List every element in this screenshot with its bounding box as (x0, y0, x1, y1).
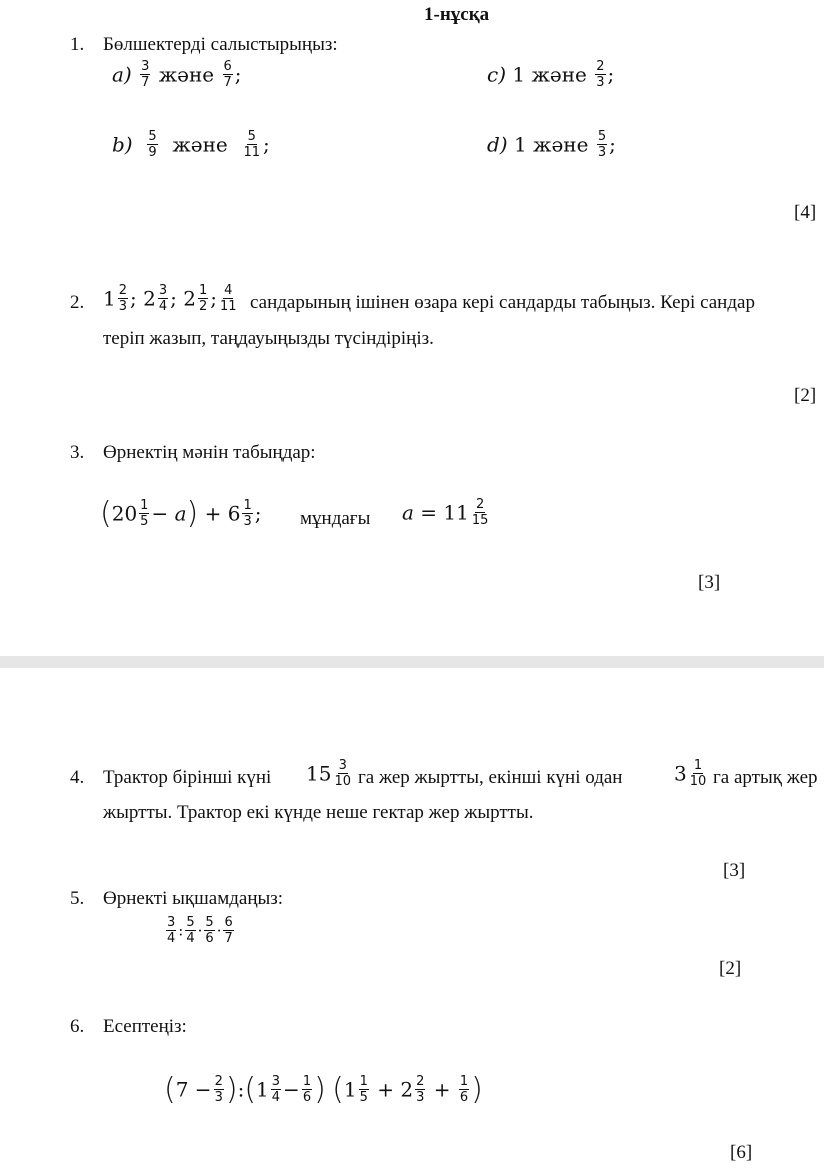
fraction (219, 284, 238, 313)
q1-item-a (112, 60, 242, 89)
numerator: 3 (338, 758, 347, 773)
paren-open: ( (244, 1072, 257, 1107)
q1-c-label: c) (487, 62, 507, 87)
q3-condition (402, 498, 491, 527)
numerator: 1 (140, 498, 149, 513)
denominator: 11 (220, 299, 237, 314)
numerator: 1 (243, 498, 252, 513)
denominator: 5 (140, 514, 149, 529)
question-4-number: 4. (70, 767, 85, 788)
denominator: 6 (302, 1090, 312, 1105)
minus-sign: − (151, 501, 169, 526)
operator: · (197, 921, 203, 940)
q1-c-pre: 1 және (512, 62, 587, 87)
operator: + (433, 1077, 451, 1102)
question-1-number: 1. (70, 34, 85, 55)
whole-part: 1 (103, 286, 116, 311)
denominator: 9 (148, 145, 157, 160)
denominator: 10 (334, 774, 351, 789)
numerator: 5 (205, 915, 214, 930)
denominator: 3 (214, 1090, 223, 1105)
fraction (214, 1075, 224, 1104)
fraction (166, 916, 176, 945)
q1-d-end: ; (609, 132, 616, 157)
question-2-text-line2: теріп жазып, таңдауыңызды түсіндіріңіз. (103, 328, 434, 349)
fraction (271, 1075, 281, 1104)
fraction (147, 130, 157, 159)
operator: − (283, 1077, 300, 1102)
denominator: 3 (416, 1090, 425, 1105)
fraction (471, 498, 490, 527)
q3-expression (100, 496, 261, 531)
question-6-number: 6. (70, 1016, 85, 1037)
variable: a (174, 501, 187, 526)
q1-item-c (487, 60, 614, 89)
paren-close: ) (471, 1072, 483, 1107)
question-2-marks: [2] (794, 385, 817, 406)
denominator: 7 (223, 75, 232, 90)
q1-b-mid: және (172, 132, 228, 157)
numerator: 1 (302, 1074, 312, 1089)
fraction (223, 916, 233, 945)
fraction (242, 499, 252, 528)
numerator: 3 (167, 915, 176, 930)
numerator: 5 (148, 129, 157, 144)
q2-numbers (103, 284, 240, 313)
question-6-text: Есептеңіз: (103, 1016, 187, 1037)
numerator: 5 (247, 129, 256, 144)
fraction (689, 759, 708, 788)
numerator: 6 (224, 915, 233, 930)
question-5-text: Өрнекті ықшамдаңыз: (103, 888, 284, 909)
question-6-marks: [6] (730, 1142, 753, 1163)
question-5-number: 5. (70, 888, 85, 909)
question-3-number: 3. (70, 442, 85, 463)
numerator: 2 (476, 497, 485, 512)
whole-part: 1 (256, 1077, 269, 1102)
q1-b-label: b) (112, 132, 133, 157)
separator: ; (254, 501, 262, 526)
operator: : (178, 921, 184, 940)
variable: a (402, 500, 414, 525)
fraction (118, 284, 128, 313)
denominator: 3 (596, 75, 605, 90)
fraction (223, 60, 233, 89)
paren-open: ( (100, 496, 112, 531)
fraction (140, 60, 150, 89)
question-1-text: Бөлшектерді салыстырыңыз: (103, 34, 338, 55)
denominator: 4 (186, 931, 195, 946)
q1-d-label: d) (487, 132, 508, 157)
paren-open: ( (332, 1072, 344, 1107)
numerator: 3 (158, 283, 168, 298)
operator: : (237, 1077, 245, 1102)
term: 7 − (175, 1077, 212, 1102)
fraction (242, 130, 261, 159)
page-title: 1-нұсқа (424, 4, 490, 25)
whole-part: 6 (227, 501, 241, 526)
q1-a-mid: және (158, 62, 215, 87)
denominator: 15 (471, 513, 489, 528)
whole-part: 2 (143, 286, 156, 311)
fraction (204, 916, 214, 945)
numerator: 1 (693, 758, 703, 773)
denominator: 7 (224, 931, 233, 946)
equals-sign: = (420, 500, 438, 525)
numerator: 4 (224, 283, 233, 298)
numerator: 3 (271, 1074, 281, 1089)
fraction (359, 1075, 369, 1104)
fraction (333, 759, 352, 788)
numerator: 3 (141, 59, 150, 74)
numerator: 2 (214, 1074, 223, 1089)
question-4-text-part1: Трактор бірінші күні (103, 767, 272, 788)
denominator: 3 (597, 145, 607, 160)
paren-close: ) (314, 1072, 326, 1107)
q1-item-b (112, 130, 270, 159)
q1-item-d (487, 130, 616, 159)
page-separator (0, 656, 824, 668)
paren-close: ) (186, 496, 199, 531)
question-4-marks: [3] (723, 860, 746, 881)
plus-sign: + (204, 501, 222, 526)
fraction (597, 130, 607, 159)
whole-part: 1 (343, 1077, 357, 1102)
operator: · (216, 921, 222, 940)
q1-a-end: ; (234, 62, 242, 87)
q6-expression (164, 1072, 483, 1107)
q1-c-end: ; (607, 62, 615, 87)
q3-where: мұндағы (300, 508, 371, 529)
separator: ; (210, 286, 218, 311)
question-1-marks: [4] (794, 202, 817, 223)
question-4-text-part2: га жер жыртты, екінші күні одан (358, 767, 623, 788)
denominator: 4 (271, 1090, 281, 1105)
q4-fraction-1 (306, 759, 354, 788)
fraction (198, 284, 208, 313)
question-5-marks: [2] (719, 958, 742, 979)
question-4-text-line2: жыртты. Трактор екі күнде неше гектар жер жыртты. (103, 802, 534, 823)
whole-part: 3 (674, 761, 687, 786)
fraction (139, 499, 149, 528)
question-2-text-line1: сандарының ішінен өзара кері сандарды табыңыз. Кері сандар (250, 292, 755, 313)
paren-close: ) (225, 1072, 238, 1107)
whole-part: 2 (183, 286, 196, 311)
separator: ; (130, 286, 137, 311)
whole-part: 2 (400, 1077, 414, 1102)
whole-part: 11 (443, 500, 469, 525)
fraction (185, 916, 195, 945)
fraction (415, 1075, 425, 1104)
question-3-marks: [3] (698, 572, 721, 593)
fraction (302, 1075, 312, 1104)
denominator: 5 (359, 1090, 368, 1105)
whole-part: 15 (306, 761, 332, 786)
denominator: 4 (158, 299, 168, 314)
q5-expression (164, 916, 236, 945)
numerator: 5 (597, 129, 607, 144)
q1-d-pre: 1 және (513, 132, 589, 157)
denominator: 4 (167, 931, 176, 946)
numerator: 6 (223, 59, 232, 74)
question-4-text-part3: га артық жер (713, 767, 818, 788)
numerator: 1 (459, 1074, 469, 1089)
fraction (459, 1075, 469, 1104)
denominator: 11 (243, 145, 260, 160)
paren-open: ( (164, 1072, 176, 1107)
denominator: 3 (243, 514, 252, 529)
whole-part: 20 (111, 501, 138, 526)
q4-fraction-2 (674, 759, 709, 788)
fraction (158, 284, 168, 313)
numerator: 5 (186, 915, 195, 930)
denominator: 7 (141, 75, 150, 90)
fraction (595, 60, 605, 89)
denominator: 6 (205, 931, 214, 946)
denominator: 2 (198, 299, 208, 314)
separator: ; (170, 286, 177, 311)
denominator: 6 (459, 1090, 469, 1105)
question-2-number: 2. (70, 292, 85, 313)
denominator: 3 (118, 299, 128, 314)
operator: + (377, 1077, 395, 1102)
denominator: 10 (689, 774, 707, 789)
numerator: 2 (596, 59, 605, 74)
numerator: 2 (118, 283, 128, 298)
q1-a-label: a) (112, 62, 132, 87)
numerator: 1 (359, 1074, 368, 1089)
numerator: 2 (416, 1074, 425, 1089)
numerator: 1 (198, 283, 208, 298)
question-3-text: Өрнектің мәнін табыңдар: (103, 442, 316, 463)
q1-b-end: ; (263, 132, 270, 157)
